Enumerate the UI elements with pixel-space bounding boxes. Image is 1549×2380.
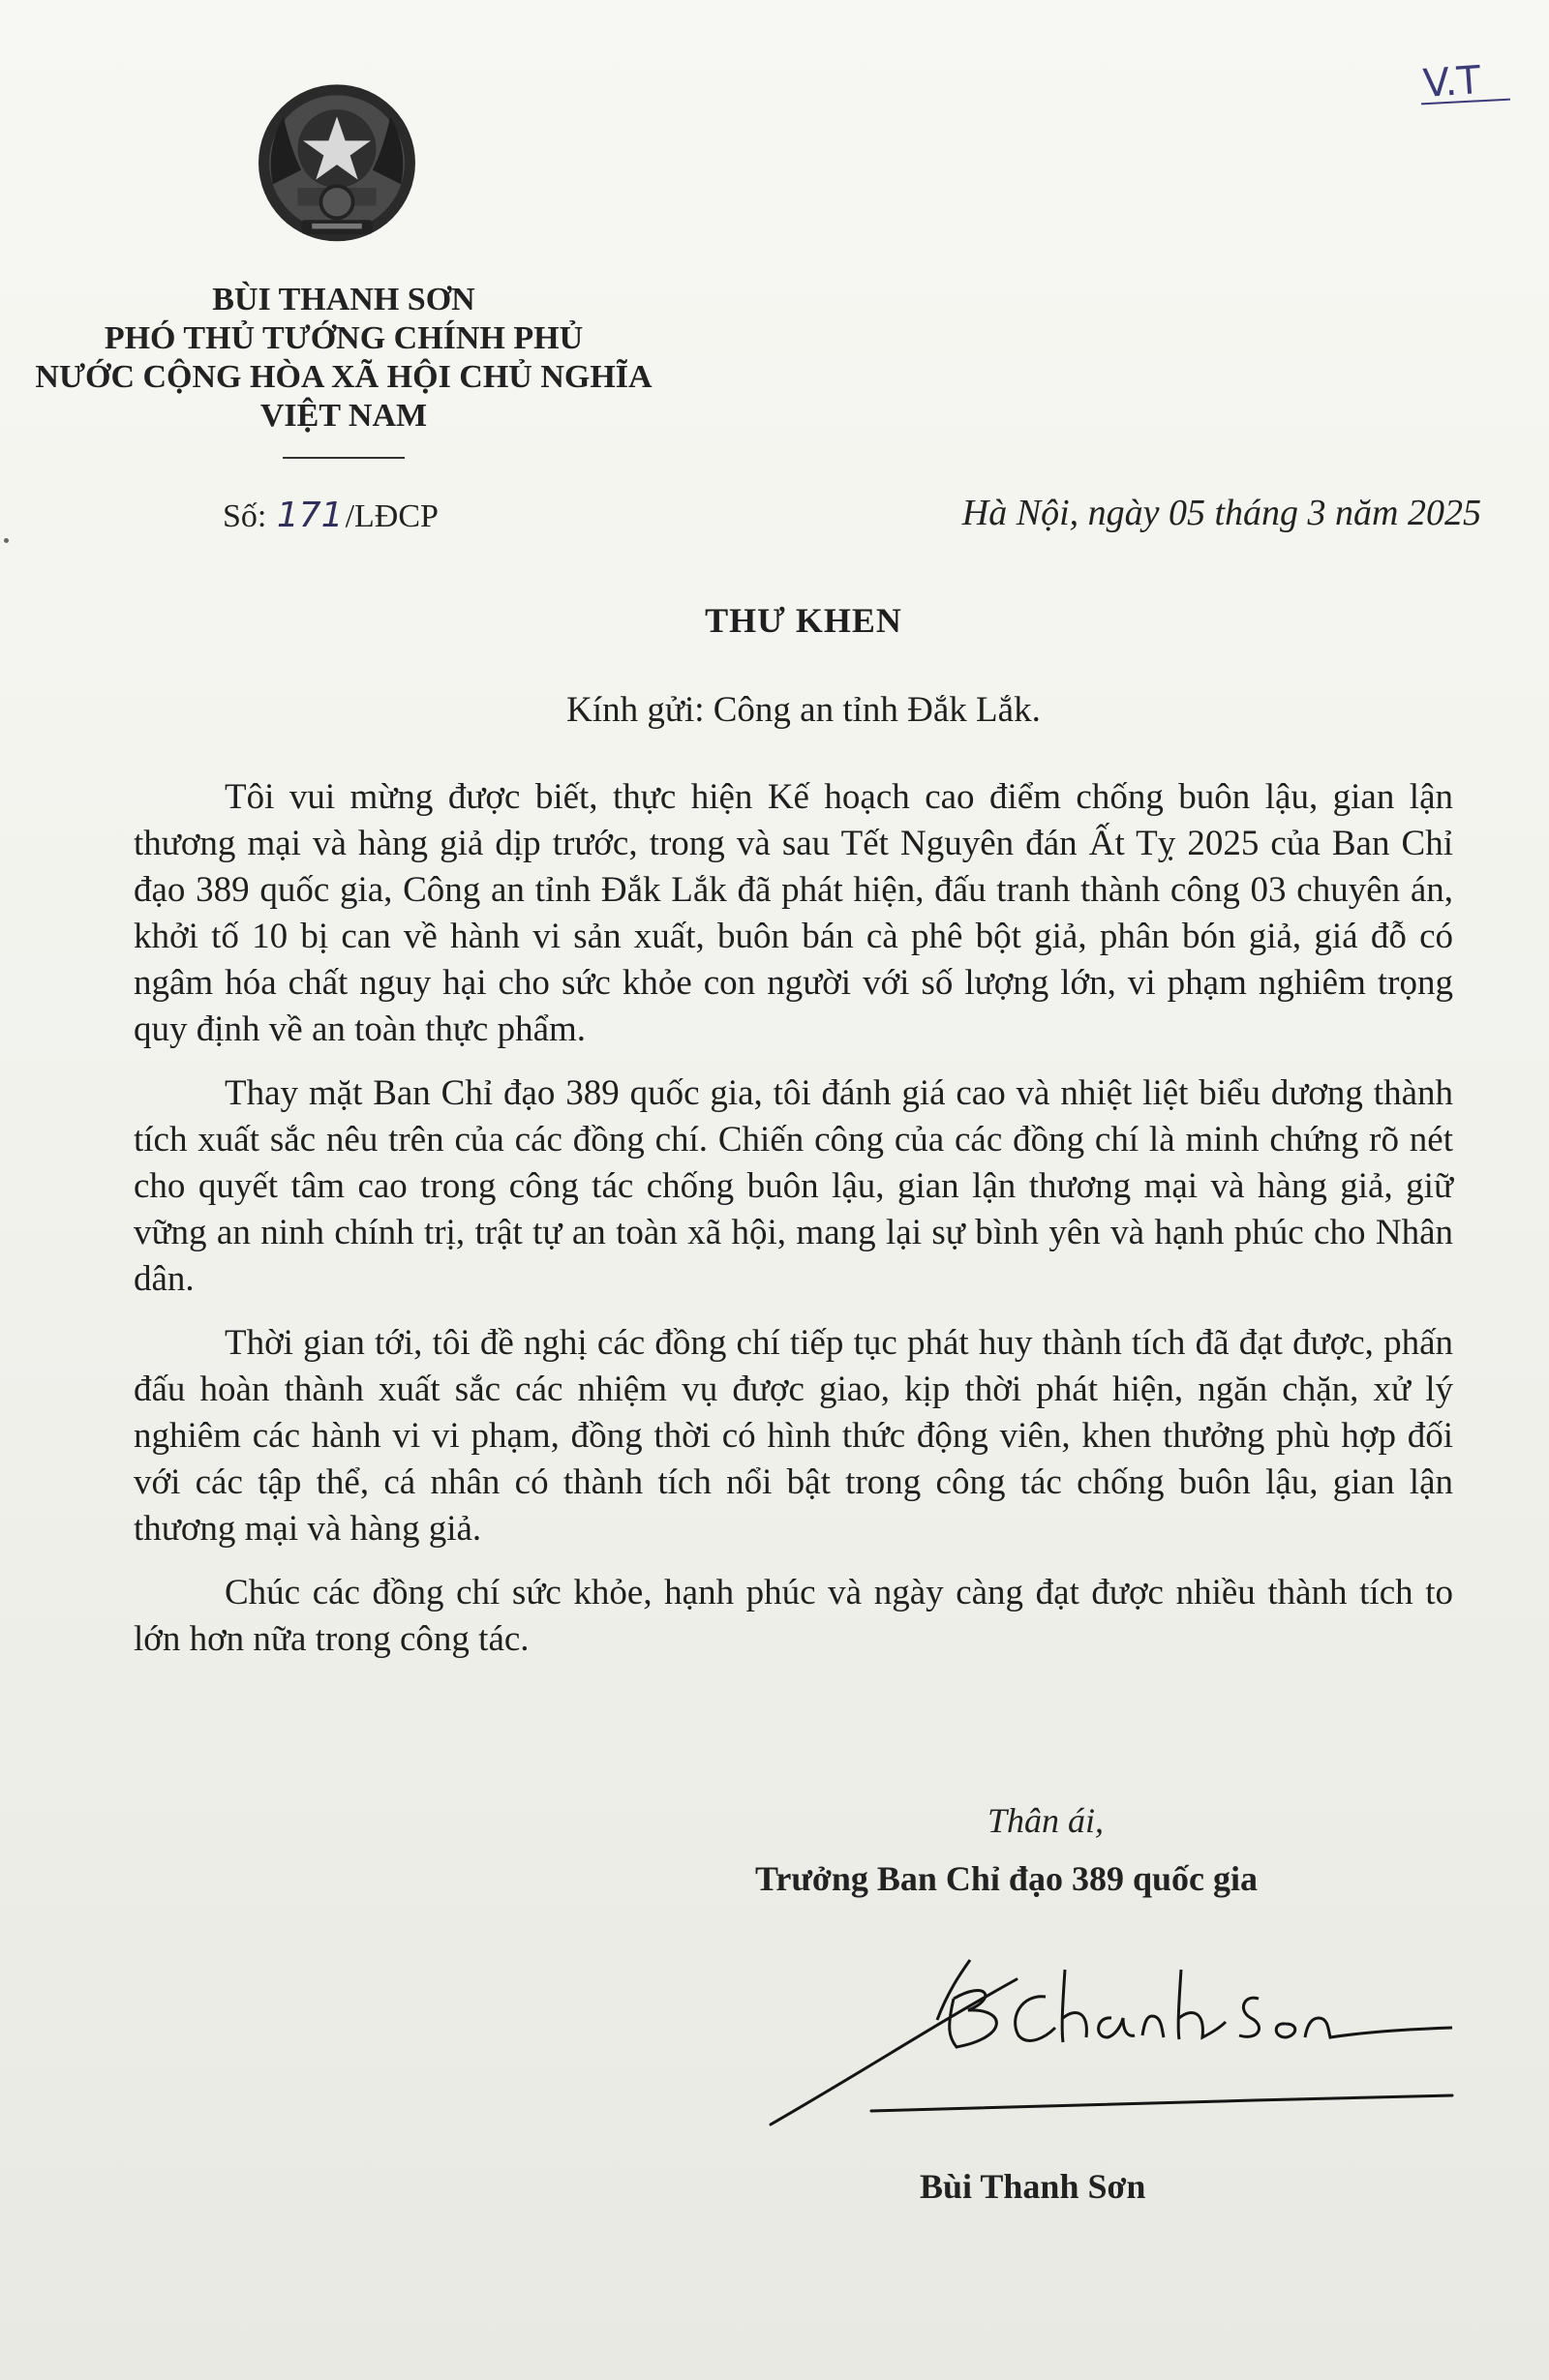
author-name: BÙI THANH SƠN	[212, 282, 475, 317]
closing-salutation: Thân ái,	[987, 1801, 1105, 1840]
handwritten-signature	[755, 1941, 1472, 2144]
letter-body	[134, 774, 1453, 1680]
body-paragraph: Chúc các đồng chí sức khỏe, hạnh phúc và ngày càng đạt được nhiều thành tích to lớn hơn nữa trong công tác.	[134, 1573, 1453, 1659]
recipient-line: Kính gửi: Công an tỉnh Đắk Lắk.	[566, 690, 1041, 730]
signer-role: Trưởng Ban Chỉ đạo 389 quốc gia	[755, 1859, 1258, 1898]
document-number-suffix: /LĐCP	[345, 498, 439, 534]
document-number-value: 171	[276, 496, 344, 535]
place-date-line: Hà Nội, ngày 05 tháng 3 năm 2025	[961, 493, 1481, 533]
header-divider	[283, 457, 405, 459]
body-paragraph: Thay mặt Ban Chỉ đạo 389 quốc gia, tôi đánh giá cao và nhiệt liệt biểu dương thành tích xuất sắc nêu trên của các đồng chí. Chiến công của các đồng chí là minh chứng rõ nét cho quyết tâm cao trong công tác chống buôn lậu, gian lận thương mại và hàng giả, giữ vững an ninh chính trị, trật tự an toàn xã hội, mang lại sự bình yên và hạnh phúc cho Nhân dân.	[134, 1073, 1453, 1299]
margin-mark	[4, 538, 9, 543]
author-position: PHÓ THỦ TƯỚNG CHÍNH PHỦ	[104, 320, 584, 356]
body-paragraph: Tôi vui mừng được biết, thực hiện Kế hoạch cao điểm chống buôn lậu, gian lận thương mại và hàng giả dịp trước, trong và sau Tết Nguyên đán Ất Tỵ 2025 của Ban Chỉ đạo 389 quốc gia, Công an tỉnh Đắk Lắk đã phát hiện, đấu tranh thành công 03 chuyên án, khởi tố 10 bị can về hành vi sản xuất, buôn bán cà phê bột giả, phân bón giả, giá đỗ có ngâm hóa chất nguy hại cho sức khỏe con người với số lượng lớn, vi phạm nghiêm trọng quy định về an toàn thực phẩm.	[134, 777, 1453, 1049]
signer-name: Bùi Thanh Sơn	[920, 2167, 1146, 2206]
letter-title: THƯ KHEN	[705, 601, 902, 640]
handwritten-note: V.T	[1421, 57, 1482, 107]
country-name-line1: NƯỚC CỘNG HÒA XÃ HỘI CHỦ NGHĨA	[35, 359, 653, 395]
country-name-line2: VIỆT NAM	[259, 398, 428, 434]
national-emblem-icon	[248, 77, 426, 256]
document-number	[223, 496, 439, 535]
document-number-prefix: Số:	[223, 498, 267, 534]
body-paragraph: Thời gian tới, tôi đề nghị các đồng chí tiếp tục phát huy thành tích đã đạt được, phấn đấu hoàn thành xuất sắc các nhiệm vụ được giao, kịp thời phát hiện, ngăn chặn, xử lý nghiêm các hành vi vi phạm, đồng thời có hình thức động viên, khen thưởng phù hợp đối với các tập thể, cá nhân có thành tích nổi bật trong công tác chống buôn lậu, gian lận thương mại và hàng giả.	[134, 1323, 1453, 1549]
